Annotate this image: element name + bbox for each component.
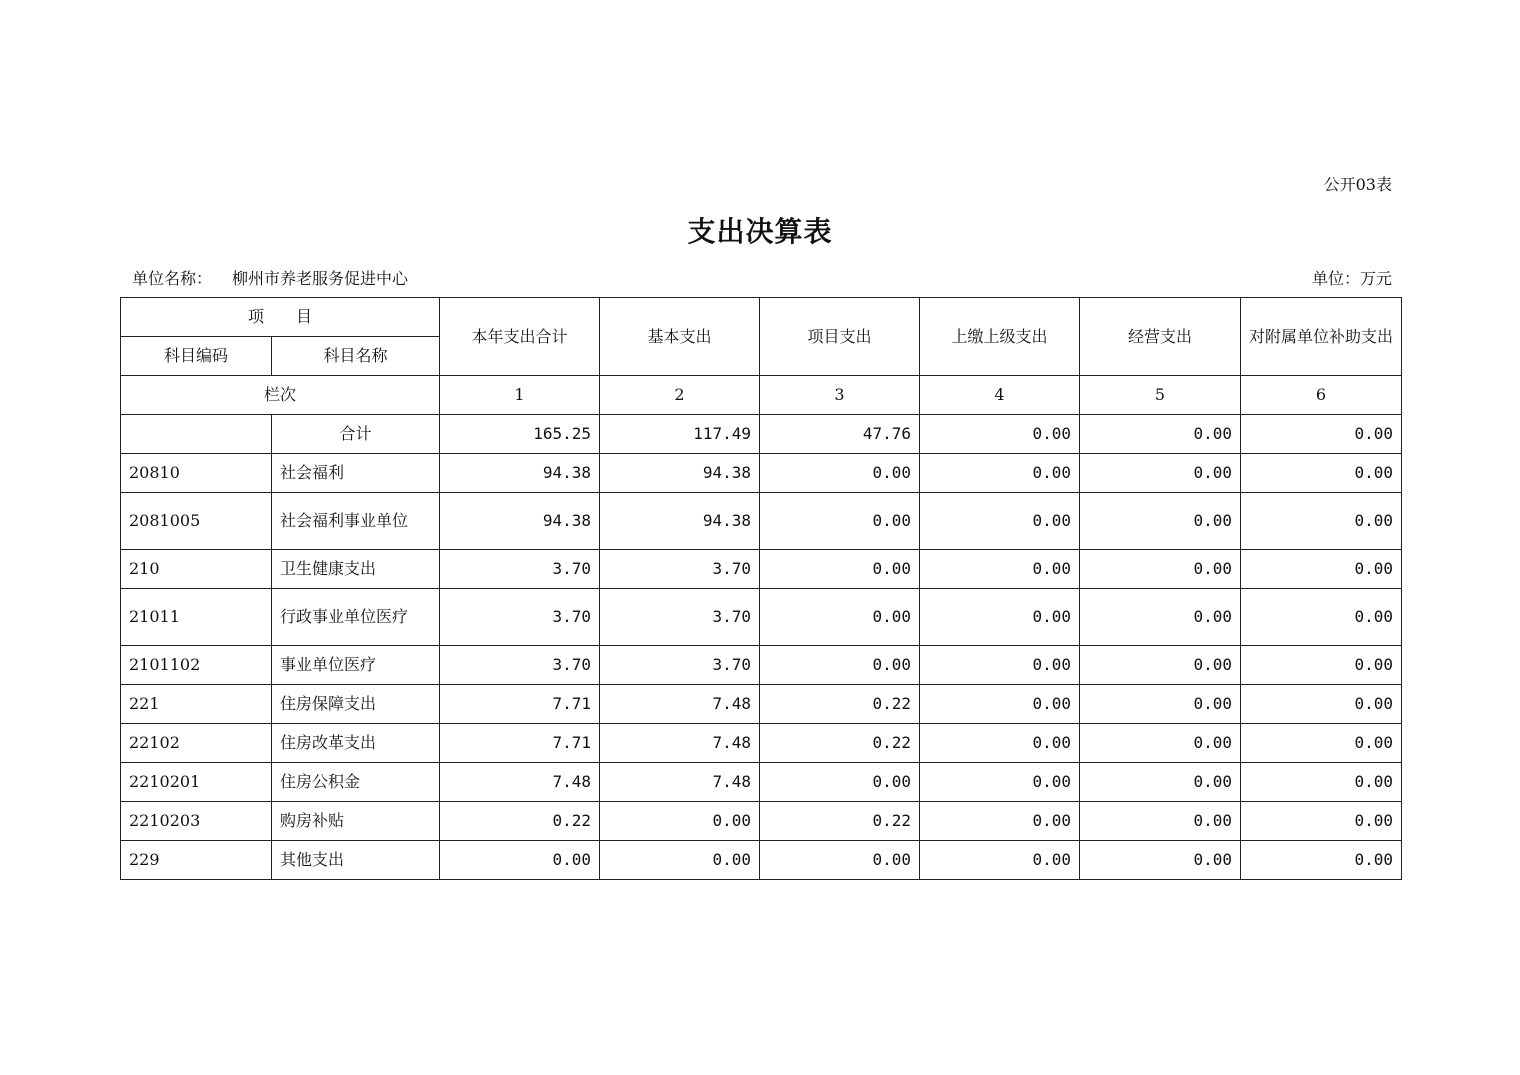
table-row <box>121 454 1402 493</box>
row-value-4: 0.00 <box>920 646 1080 685</box>
row-value-6: 0.00 <box>1241 685 1402 724</box>
row-value-3: 0.00 <box>760 763 920 802</box>
header-col-5: 经营支出 <box>1080 298 1241 376</box>
total-label: 合计 <box>272 415 440 454</box>
row-value-4: 0.00 <box>920 724 1080 763</box>
total-row <box>121 415 1402 454</box>
row-value-5: 0.00 <box>1080 685 1241 724</box>
row-value-4: 0.00 <box>920 589 1080 646</box>
row-value-5: 0.00 <box>1080 841 1241 880</box>
row-value-3: 0.00 <box>760 493 920 550</box>
row-value-6: 0.00 <box>1241 589 1402 646</box>
row-code: 22102 <box>121 724 272 763</box>
row-value-2: 7.48 <box>600 763 760 802</box>
column-no-1: 1 <box>440 376 600 415</box>
table-row <box>121 550 1402 589</box>
row-value-1: 0.00 <box>440 841 600 880</box>
row-value-2: 94.38 <box>600 454 760 493</box>
row-code: 21011 <box>121 589 272 646</box>
row-value-2: 3.70 <box>600 589 760 646</box>
row-value-3: 0.22 <box>760 724 920 763</box>
row-value-6: 0.00 <box>1241 550 1402 589</box>
row-code: 20810 <box>121 454 272 493</box>
table-row <box>121 763 1402 802</box>
row-value-3: 0.00 <box>760 589 920 646</box>
row-name: 社会福利 <box>272 454 440 493</box>
total-value-1: 165.25 <box>440 415 600 454</box>
table-row <box>121 685 1402 724</box>
row-code: 2081005 <box>121 493 272 550</box>
column-no-3: 3 <box>760 376 920 415</box>
row-value-6: 0.00 <box>1241 493 1402 550</box>
table-row <box>121 589 1402 646</box>
table-row <box>121 724 1402 763</box>
row-code: 210 <box>121 550 272 589</box>
row-code: 229 <box>121 841 272 880</box>
row-value-2: 94.38 <box>600 493 760 550</box>
row-name: 社会福利事业单位 <box>272 493 440 550</box>
row-value-4: 0.00 <box>920 685 1080 724</box>
total-value-4: 0.00 <box>920 415 1080 454</box>
row-value-1: 3.70 <box>440 589 600 646</box>
row-value-1: 7.48 <box>440 763 600 802</box>
row-value-2: 3.70 <box>600 646 760 685</box>
column-no-6: 6 <box>1241 376 1402 415</box>
row-value-3: 0.00 <box>760 550 920 589</box>
row-name: 住房公积金 <box>272 763 440 802</box>
unit-label: 单位：万元 <box>1311 269 1392 288</box>
row-code: 2101102 <box>121 646 272 685</box>
row-code: 2210203 <box>121 802 272 841</box>
row-value-6: 0.00 <box>1241 802 1402 841</box>
header-col-6: 对附属单位补助支出 <box>1241 298 1402 376</box>
row-value-1: 7.71 <box>440 724 600 763</box>
header-item: 项 目 <box>121 298 440 337</box>
form-id: 公开03表 <box>1323 175 1392 194</box>
row-name: 事业单位医疗 <box>272 646 440 685</box>
row-value-1: 94.38 <box>440 454 600 493</box>
row-value-4: 0.00 <box>920 763 1080 802</box>
row-name: 购房补贴 <box>272 802 440 841</box>
row-value-4: 0.00 <box>920 802 1080 841</box>
row-value-3: 0.00 <box>760 454 920 493</box>
row-value-5: 0.00 <box>1080 454 1241 493</box>
row-value-6: 0.00 <box>1241 646 1402 685</box>
row-value-3: 0.22 <box>760 802 920 841</box>
column-no-4: 4 <box>920 376 1080 415</box>
total-value-5: 0.00 <box>1080 415 1241 454</box>
column-no-5: 5 <box>1080 376 1241 415</box>
row-value-6: 0.00 <box>1241 763 1402 802</box>
row-name: 卫生健康支出 <box>272 550 440 589</box>
row-value-1: 7.71 <box>440 685 600 724</box>
row-value-5: 0.00 <box>1080 763 1241 802</box>
row-value-1: 3.70 <box>440 646 600 685</box>
header-col-2: 基本支出 <box>600 298 760 376</box>
header-name: 科目名称 <box>272 337 440 376</box>
row-value-6: 0.00 <box>1241 454 1402 493</box>
row-name: 住房改革支出 <box>272 724 440 763</box>
header-code: 科目编码 <box>121 337 272 376</box>
row-value-5: 0.00 <box>1080 724 1241 763</box>
row-value-5: 0.00 <box>1080 802 1241 841</box>
row-value-1: 0.22 <box>440 802 600 841</box>
table-row <box>121 802 1402 841</box>
table-row <box>121 493 1402 550</box>
row-value-2: 0.00 <box>600 802 760 841</box>
row-value-2: 7.48 <box>600 685 760 724</box>
row-code: 2210201 <box>121 763 272 802</box>
unit-name-line <box>132 266 408 289</box>
unit-name: 柳州市养老服务促进中心 <box>232 269 409 288</box>
row-value-3: 0.00 <box>760 646 920 685</box>
row-value-5: 0.00 <box>1080 589 1241 646</box>
total-value-3: 47.76 <box>760 415 920 454</box>
row-value-1: 94.38 <box>440 493 600 550</box>
row-value-2: 7.48 <box>600 724 760 763</box>
row-code: 221 <box>121 685 272 724</box>
row-value-5: 0.00 <box>1080 646 1241 685</box>
row-value-1: 3.70 <box>440 550 600 589</box>
total-value-2: 117.49 <box>600 415 760 454</box>
column-no-label: 栏次 <box>121 376 440 415</box>
row-value-5: 0.00 <box>1080 550 1241 589</box>
page-title: 支出决算表 <box>687 215 833 248</box>
row-value-4: 0.00 <box>920 841 1080 880</box>
row-value-6: 0.00 <box>1241 724 1402 763</box>
row-value-3: 0.00 <box>760 841 920 880</box>
row-value-2: 0.00 <box>600 841 760 880</box>
expenditure-table <box>120 297 1402 880</box>
total-value-6: 0.00 <box>1241 415 1402 454</box>
unit-name-label: 单位名称： <box>132 269 213 288</box>
header-col-1: 本年支出合计 <box>440 298 600 376</box>
table-row <box>121 841 1402 880</box>
row-name: 其他支出 <box>272 841 440 880</box>
row-value-6: 0.00 <box>1241 841 1402 880</box>
row-value-2: 3.70 <box>600 550 760 589</box>
row-name: 行政事业单位医疗 <box>272 589 440 646</box>
row-value-4: 0.00 <box>920 454 1080 493</box>
row-value-5: 0.00 <box>1080 493 1241 550</box>
column-no-2: 2 <box>600 376 760 415</box>
total-code <box>121 415 272 454</box>
header-col-3: 项目支出 <box>760 298 920 376</box>
row-name: 住房保障支出 <box>272 685 440 724</box>
table-row <box>121 646 1402 685</box>
row-value-4: 0.00 <box>920 550 1080 589</box>
row-value-4: 0.00 <box>920 493 1080 550</box>
header-col-4: 上缴上级支出 <box>920 298 1080 376</box>
row-value-3: 0.22 <box>760 685 920 724</box>
